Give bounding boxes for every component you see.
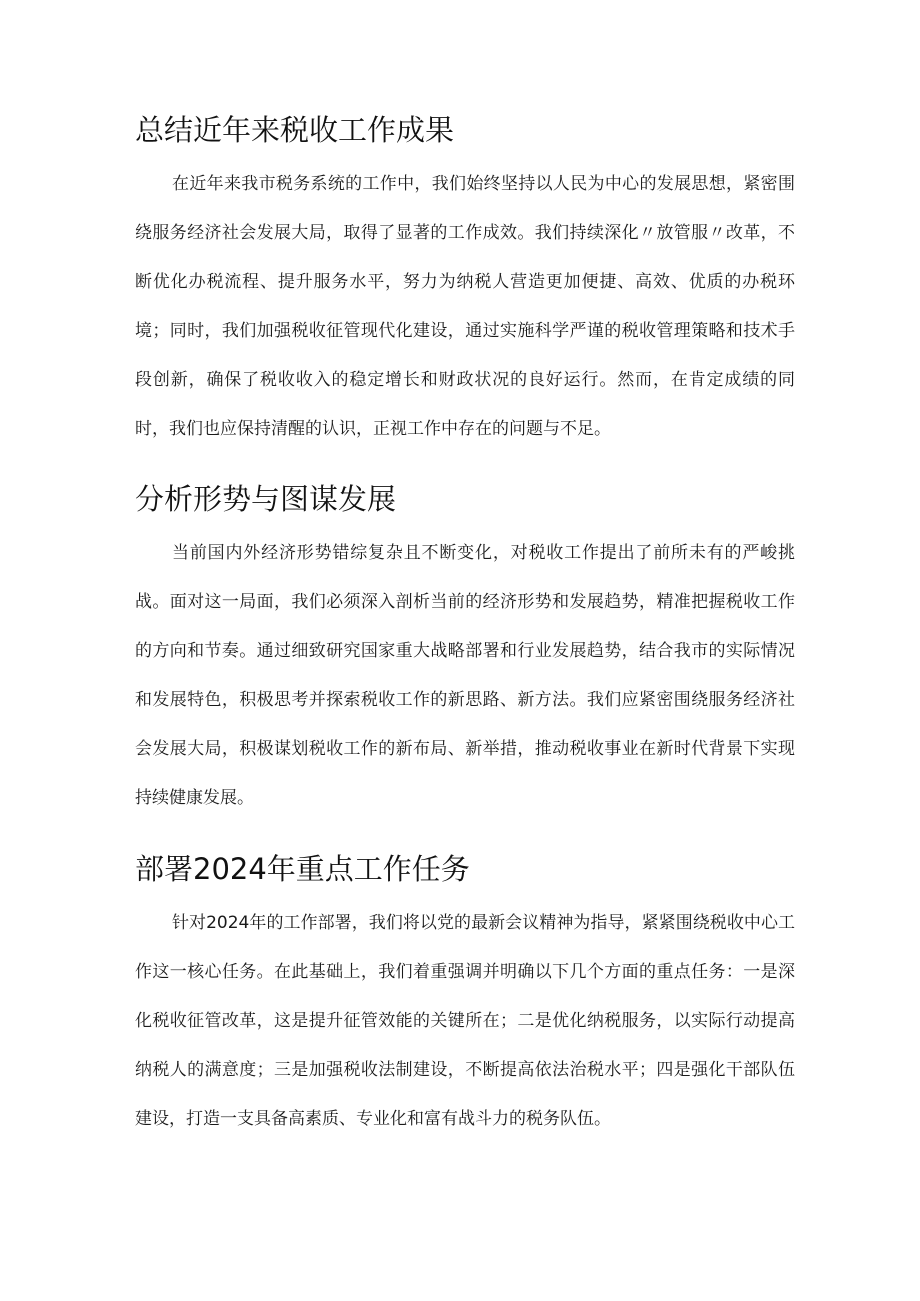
section-paragraph-situation: 当前国内外经济形势错综复杂且不断变化，对税收工作提出了前所未有的严峻挑战。面对这一局面，我们必须深入剖析当前的经济形势和发展趋势，精准把握税收工作的方向和节奏。通过细致研究国家重大战略部署和行业发展趋势，结合我市的实际情况和发展特色，积极思考并探索税收工作的新思路、新方法。我们应紧密围绕服务经济社会发展大局，积极谋划税收工作的新布局、新举措，推动税收事业在新时代背景下实现持续健康发展。 [135, 543, 795, 808]
section-heading-2024-tasks: 部署2024年重点工作任务 [135, 852, 470, 886]
section-heading-achievements: 总结近年来税收工作成果 [135, 113, 455, 147]
document-body [135, 108, 795, 1144]
section-heading-situation: 分析形势与图谋发展 [135, 482, 397, 516]
section-paragraph-achievements: 在近年来我市税务系统的工作中，我们始终坚持以人民为中心的发展思想，紧密围绕服务经济社会发展大局，取得了显著的工作成效。我们持续深化〃放管服〃改革，不断优化办税流程、提升服务水平，努力为纳税人营造更加便捷、高效、优质的办税环境；同时，我们加强税收征管现代化建设，通过实施科学严谨的税收管理策略和技术手段创新，确保了税收收入的稳定增长和财政状况的良好运行。然而，在肯定成绩的同时，我们也应保持清醒的认识，正视工作中存在的问题与不足。 [135, 174, 795, 439]
section-paragraph-2024-tasks: 针对2024年的工作部署，我们将以党的最新会议精神为指导，紧紧围绕税收中心工作这一核心任务。在此基础上，我们着重强调并明确以下几个方面的重点任务：一是深化税收征管改革，这是提升征管效能的关键所在；二是优化纳税服务，以实际行动提高纳税人的满意度；三是加强税收法制建设，不断提高依法治税水平；四是强化干部队伍建设，打造一支具备高素质、专业化和富有战斗力的税务队伍。 [135, 913, 795, 1129]
